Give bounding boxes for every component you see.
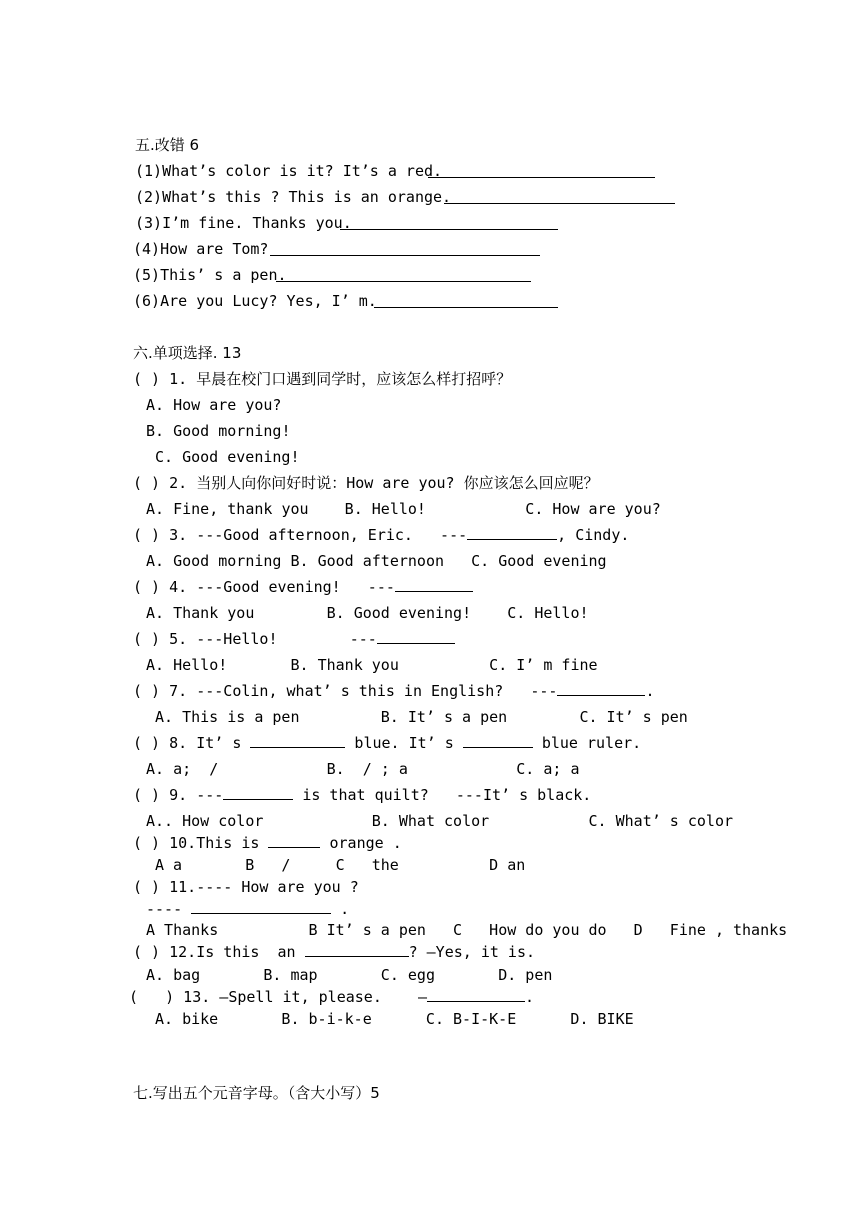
q3-blank[interactable] <box>467 525 557 540</box>
answer-line-6[interactable] <box>374 307 558 308</box>
q5-blank[interactable] <box>377 629 455 644</box>
answer-line-1[interactable] <box>428 177 655 178</box>
q3-options: A. Good morning B. Good afternoon C. Good evening <box>146 552 607 570</box>
section5-item-3: (3)I’m fine. Thanks you. <box>135 214 352 232</box>
q11-reply <box>146 899 349 919</box>
q2-options: A. Fine, thank you B. Hello! C. How are you? <box>146 500 661 518</box>
q7-stem <box>133 681 654 701</box>
q2-stem: ( ) 2. 当别人向你问好时说：How are you? 你应该怎么回应呢？ <box>133 474 599 492</box>
q8-blank-2[interactable] <box>463 733 533 748</box>
q8-stem-part3: blue ruler. <box>532 734 642 752</box>
answer-line-2[interactable] <box>444 203 675 204</box>
q4-options: A. Thank you B. Good evening! C. Hello! <box>146 604 589 622</box>
answer-line-5[interactable] <box>276 281 531 282</box>
section5-item-4: (4)How are Tom? <box>133 240 278 258</box>
q10-blank[interactable] <box>268 833 320 848</box>
q5-options: A. Hello! B. Thank you C. I’ m fine <box>146 656 598 674</box>
q10-stem-part2: orange . <box>320 834 402 852</box>
q4-blank[interactable] <box>395 577 473 592</box>
q8-stem-part2: blue. It’ s <box>345 734 463 752</box>
q5-stem-text: ( ) 5. ---Hello! --- <box>133 630 377 648</box>
q11-reply-part1: ---- <box>146 900 192 918</box>
q11-reply-part2: . <box>331 900 350 918</box>
q9-options: A.. How color B. What color C. What’ s color <box>146 812 733 830</box>
q3-stem-part1: ( ) 3. ---Good afternoon, Eric. --- <box>133 526 468 544</box>
q11-blank[interactable] <box>191 899 331 914</box>
q9-stem-part2: is that quilt? ---It’ s black. <box>293 786 592 804</box>
q1-option-a: A. How are you? <box>146 396 282 414</box>
q12-stem-part2: ? —Yes, it is. <box>408 943 536 961</box>
q8-stem <box>133 733 641 753</box>
q9-blank[interactable] <box>223 785 293 800</box>
q7-blank[interactable] <box>557 681 645 696</box>
q1-option-b: B. Good morning! <box>146 422 291 440</box>
section5-item-5: (5)This’ s a pen. <box>133 266 287 284</box>
q13-options: A. bike B. b-i-k-e C. B-I-K-E D. BIKE <box>155 1010 634 1028</box>
answer-line-4[interactable] <box>270 255 540 256</box>
section5-item-2: (2)What’s this ? This is an orange. <box>135 188 452 206</box>
q3-stem-part2: , Cindy. <box>557 526 630 544</box>
q10-stem-part1: ( ) 10.This is <box>133 834 269 852</box>
section5-item-6: (6)Are you Lucy? Yes, I’ m. <box>133 292 386 310</box>
q11-options: A Thanks B It’ s a pen C How do you do D Fine , thanks <box>146 921 788 939</box>
q9-stem-part1: ( ) 9. --- <box>133 786 224 804</box>
q7-stem-part1: ( ) 7. ---Colin, what’ s this in English? --- <box>133 682 558 700</box>
q3-stem <box>133 525 629 545</box>
q13-stem-part2: . <box>525 988 535 1006</box>
q8-blank-1[interactable] <box>250 733 345 748</box>
q10-options: A a B / C the D an <box>155 856 526 874</box>
q7-options: A. This is a pen B. It’ s a pen C. It’ s pen <box>155 708 688 726</box>
q1-stem: ( ) 1. 早晨在校门口遇到同学时，应该怎么样打招呼？ <box>133 370 512 388</box>
q12-stem-part1: ( ) 12.Is this an <box>133 943 305 961</box>
section6-title: 六.单项选择. 13 <box>133 344 242 362</box>
q8-stem-part1: ( ) 8. It’ s <box>133 734 251 752</box>
q11-stem: ( ) 11.---- How are you ? <box>133 878 359 896</box>
q9-stem <box>133 785 591 805</box>
q12-options: A. bag B. map C. egg D. pen <box>146 966 553 984</box>
q8-options: A. a; / B. / ; a C. a; a <box>146 760 580 778</box>
section7-title: 七.写出五个元音字母。（含大小写）5 <box>133 1084 380 1102</box>
q13-stem-part1: ( ) 13. —Spell it, please. — <box>129 988 428 1006</box>
q12-stem <box>133 942 535 962</box>
section5-title: 五.改错 6 <box>135 136 200 154</box>
q4-stem-text: ( ) 4. ---Good evening! --- <box>133 578 395 596</box>
q13-blank[interactable] <box>427 987 525 1002</box>
section5-item-1: (1)What’s color is it? It’s a red. <box>135 162 443 180</box>
q4-stem <box>133 577 473 597</box>
q7-stem-part2: . <box>645 682 655 700</box>
answer-line-3[interactable] <box>340 229 558 230</box>
q10-stem <box>133 833 402 853</box>
q5-stem <box>133 629 455 649</box>
q13-stem <box>129 987 534 1007</box>
q1-option-c: C. Good evening! <box>155 448 300 466</box>
q12-blank[interactable] <box>305 942 409 957</box>
